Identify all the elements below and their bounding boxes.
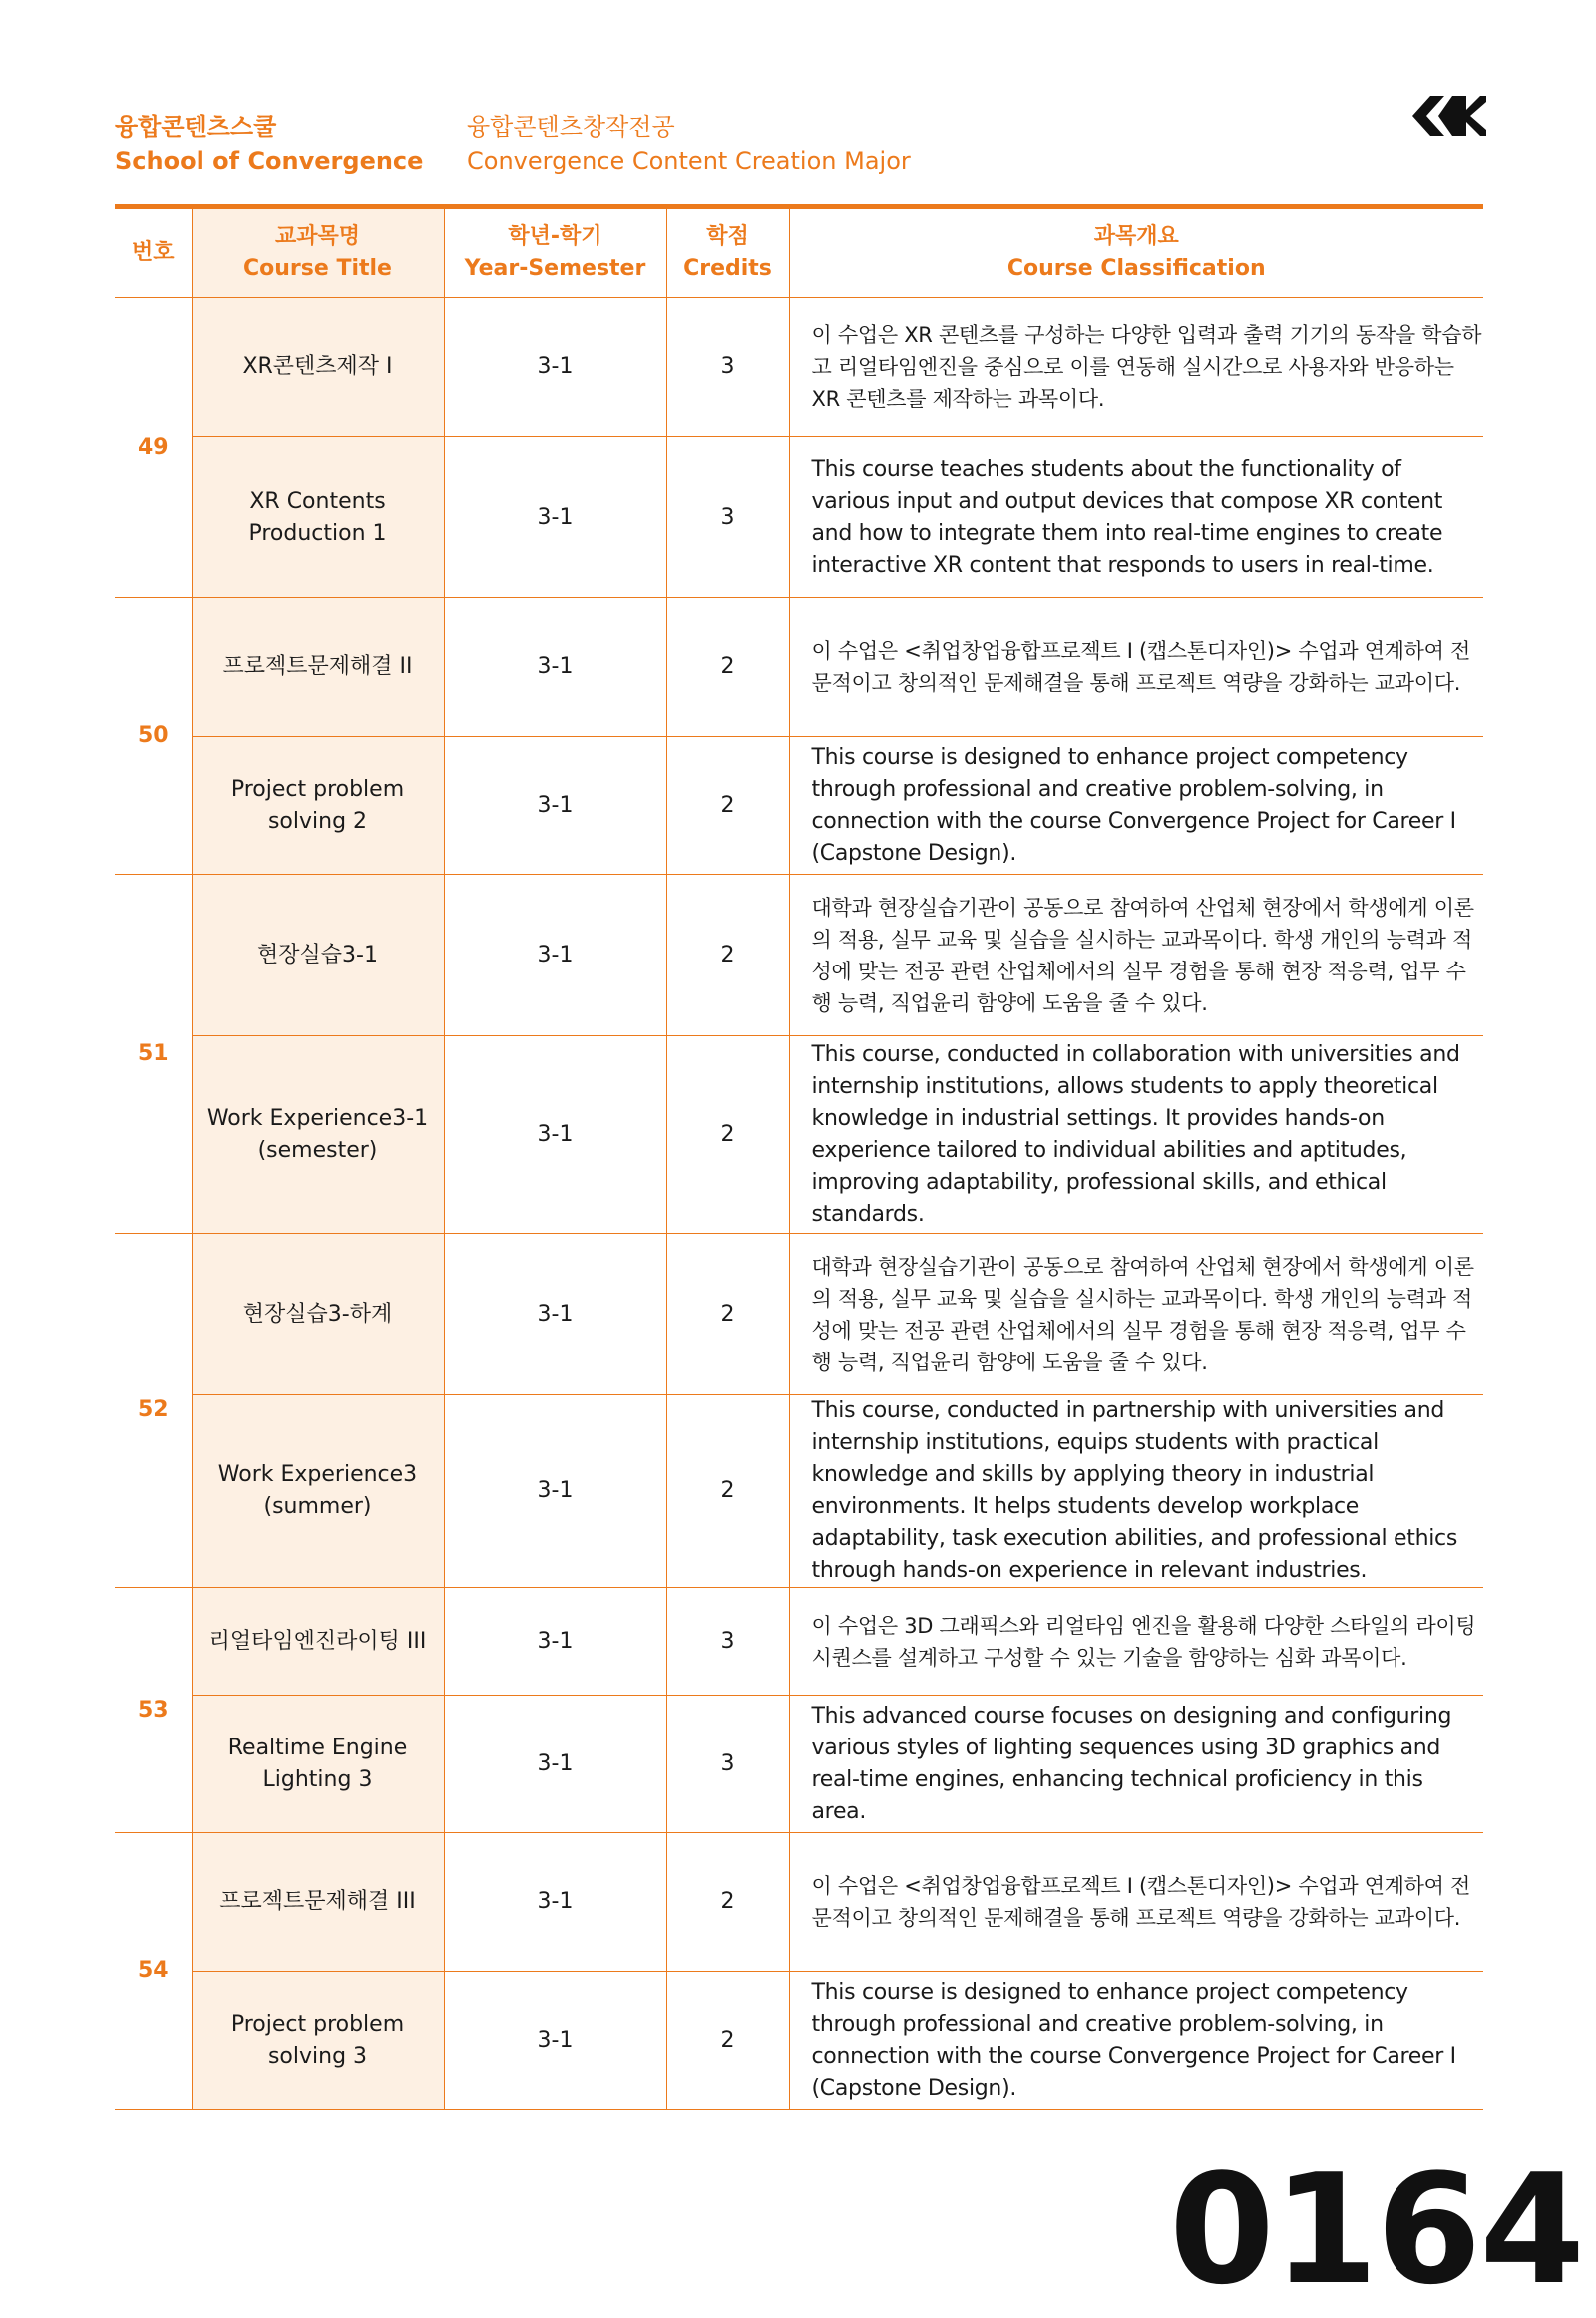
course-description-en: This course, conducted in partnership with universities and internship institutions, equips students with practical knowledge and skills by applying theory in industrial environments. It helps students develop workplace adaptability, task execution abilities, and professional ethics through hands-on experience in relevant industries. <box>789 1395 1483 1588</box>
year-semester-en: 3-1 <box>444 1696 666 1833</box>
table-row <box>115 1395 1483 1588</box>
course-description-ko: 이 수업은 <취업창업융합프로젝트 I (캡스톤디자인)> 수업과 연계하여 전문적이고 창의적인 문제해결을 통해 프로젝트 역량을 강화하는 교과이다. <box>789 598 1483 737</box>
year-semester-en: 3-1 <box>444 1395 666 1588</box>
table-row <box>115 298 1483 437</box>
header-credits: 학점 Credits <box>666 209 789 298</box>
credits-en: 2 <box>666 1972 789 2110</box>
course-title-ko: XR콘텐츠제작 I <box>192 298 444 437</box>
table-row <box>115 598 1483 737</box>
school-heading <box>115 110 423 178</box>
table-row <box>115 875 1483 1036</box>
credits-en: 3 <box>666 437 789 598</box>
course-description-en: This course teaches students about the functionality of various input and output devices that compose XR content and how to integrate them into real-time engines to create interactive XR content that responds to users in real-time. <box>789 437 1483 598</box>
course-description-en: This advanced course focuses on designing and configuring various styles of lighting sequences using 3D graphics and real-time engines, enhancing technical proficiency in this area. <box>789 1696 1483 1833</box>
school-name-ko: 융합콘텐츠스쿨 <box>115 113 277 141</box>
course-title-en: Project problem solving 2 <box>192 737 444 875</box>
year-semester-en: 3-1 <box>444 1972 666 2110</box>
course-description-ko: 대학과 현장실습기관이 공동으로 참여하여 산업체 현장에서 학생에게 이론의 적용, 실무 교육 및 실습을 실시하는 교과목이다. 학생 개인의 능력과 적성에 맞는 전공 관련 산업체에서의 실무 경험을 통해 현장 적응력, 업무 수행 능력, 직업윤리 함양에 도움을 줄 수 있다. <box>789 1234 1483 1395</box>
course-description-ko: 이 수업은 <취업창업융합프로젝트 I (캡스톤디자인)> 수업과 연계하여 전문적이고 창의적인 문제해결을 통해 프로젝트 역량을 강화하는 교과이다. <box>789 1833 1483 1972</box>
year-semester-en: 3-1 <box>444 1036 666 1234</box>
credits-en: 2 <box>666 1395 789 1588</box>
course-description-ko: 이 수업은 3D 그래픽스와 리얼타임 엔진을 활용해 다양한 스타일의 라이팅 시퀀스를 설계하고 구성할 수 있는 기술을 함양하는 심화 과목이다. <box>789 1588 1483 1696</box>
table-row <box>115 1036 1483 1234</box>
page-number: 0164 <box>1169 2141 1584 2318</box>
table-row <box>115 1833 1483 1972</box>
school-name-en: School of Convergence <box>115 147 424 175</box>
course-table <box>115 209 1483 2110</box>
year-semester-ko: 3-1 <box>444 298 666 437</box>
table-row <box>115 1588 1483 1696</box>
course-title-ko: 프로젝트문제해결 III <box>192 1833 444 1972</box>
course-number: 54 <box>115 1833 192 2110</box>
year-semester-ko: 3-1 <box>444 1234 666 1395</box>
year-semester-ko: 3-1 <box>444 1588 666 1696</box>
credits-en: 2 <box>666 1036 789 1234</box>
credits-ko: 3 <box>666 298 789 437</box>
credits-en: 3 <box>666 1696 789 1833</box>
credits-ko: 2 <box>666 598 789 737</box>
course-description-en: This course is designed to enhance project competency through professional and creative problem-solving, in connection with the course Convergence Project for Career I (Capstone Design). <box>789 1972 1483 2110</box>
table-row <box>115 737 1483 875</box>
course-title-ko: 현장실습3-하계 <box>192 1234 444 1395</box>
header-course-classification: 과목개요 Course Classification <box>789 209 1483 298</box>
year-semester-en: 3-1 <box>444 437 666 598</box>
course-number: 53 <box>115 1588 192 1833</box>
year-semester-ko: 3-1 <box>444 1833 666 1972</box>
major-heading <box>467 110 911 178</box>
header-number: 번호 <box>115 209 192 298</box>
table-row <box>115 437 1483 598</box>
header-course-title: 교과목명 Course Title <box>192 209 444 298</box>
year-semester-en: 3-1 <box>444 737 666 875</box>
course-title-ko: 현장실습3-1 <box>192 875 444 1036</box>
table-header-row <box>115 209 1483 298</box>
major-name-en: Convergence Content Creation Major <box>467 147 911 175</box>
course-title-en: Work Experience3 (summer) <box>192 1395 444 1588</box>
credits-ko: 2 <box>666 1833 789 1972</box>
course-description-ko: 이 수업은 XR 콘텐츠를 구성하는 다양한 입력과 출력 기기의 동작을 학습하고 리얼타임엔진을 중심으로 이를 연동해 실시간으로 사용자와 반응하는 XR 콘텐츠를 제작하는 과목이다. <box>789 298 1483 437</box>
header-year-semester: 학년-학기 Year-Semester <box>444 209 666 298</box>
course-number: 52 <box>115 1234 192 1588</box>
table-row <box>115 1972 1483 2110</box>
credits-ko: 2 <box>666 875 789 1036</box>
table-row <box>115 1696 1483 1833</box>
course-description-ko: 대학과 현장실습기관이 공동으로 참여하여 산업체 현장에서 학생에게 이론의 적용, 실무 교육 및 실습을 실시하는 교과목이다. 학생 개인의 능력과 적성에 맞는 전공 관련 산업체에서의 실무 경험을 통해 현장 적응력, 업무 수행 능력, 직업윤리 함양에 도움을 줄 수 있다. <box>789 875 1483 1036</box>
course-number: 49 <box>115 298 192 598</box>
ck-logo-icon <box>1408 92 1486 140</box>
course-title-en: XR Contents Production 1 <box>192 437 444 598</box>
credits-ko: 2 <box>666 1234 789 1395</box>
course-title-en: Project problem solving 3 <box>192 1972 444 2110</box>
course-title-en: Realtime Engine Lighting 3 <box>192 1696 444 1833</box>
major-name-ko: 융합콘텐츠창작전공 <box>467 113 675 141</box>
year-semester-ko: 3-1 <box>444 875 666 1036</box>
credits-en: 2 <box>666 737 789 875</box>
course-number: 51 <box>115 875 192 1234</box>
course-number: 50 <box>115 598 192 875</box>
course-description-en: This course, conducted in collaboration with universities and internship institutions, allows students to apply theoretical knowledge in industrial settings. It provides hands-on experience tailored to individual abilities and aptitudes, improving adaptability, professional skills, and ethical standards. <box>789 1036 1483 1234</box>
course-title-en: Work Experience3-1 (semester) <box>192 1036 444 1234</box>
table-row <box>115 1234 1483 1395</box>
course-description-en: This course is designed to enhance project competency through professional and creative problem-solving, in connection with the course Convergence Project for Career I (Capstone Design). <box>789 737 1483 875</box>
course-title-ko: 프로젝트문제해결 II <box>192 598 444 737</box>
year-semester-ko: 3-1 <box>444 598 666 737</box>
credits-ko: 3 <box>666 1588 789 1696</box>
course-title-ko: 리얼타임엔진라이팅 III <box>192 1588 444 1696</box>
